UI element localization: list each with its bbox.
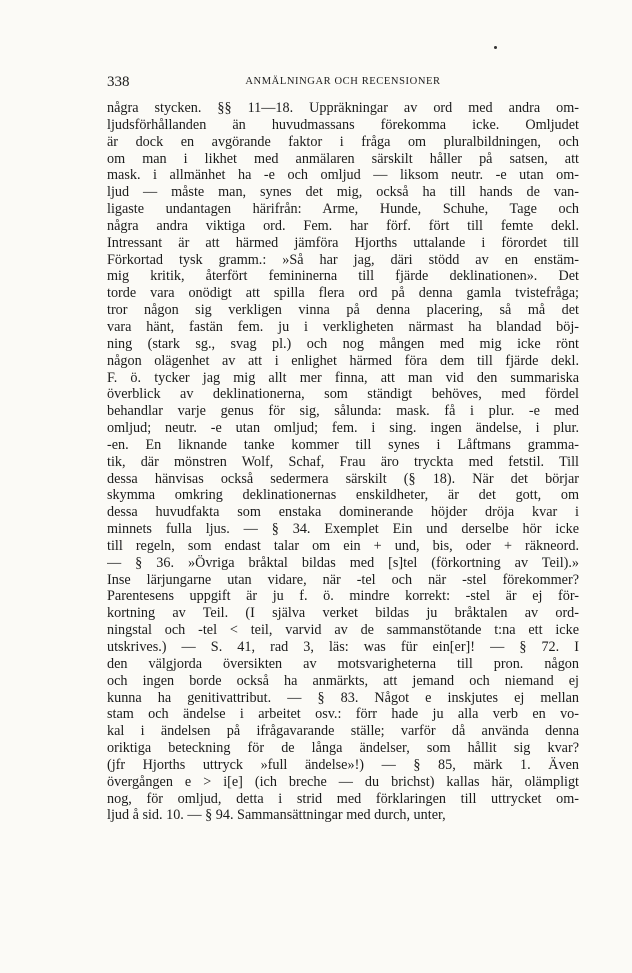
- text-line: någon olägenhet av att i enlighet härmed föra dem till fjärde dekl.: [107, 352, 579, 369]
- text-line: kal i ändelsen på ifrågavarande ställe; varför då använda denna: [107, 723, 579, 740]
- text-line: om man i likhet med anmälaren särskilt håller på satsen, att: [107, 150, 579, 167]
- text-line: F. ö. tycker jag mig allt mer finna, att man vid den summariska: [107, 369, 579, 386]
- text-line: Inse lärjungarne utan vidare, när -tel och när -stel förekommer?: [107, 571, 579, 588]
- ink-speck: [494, 46, 497, 49]
- text-line: Förkortad tysk gramm.: »Så har jag, däri stödd av en enstäm-: [107, 251, 579, 268]
- text-line: är dock en avgörande faktor i fråga om pluralbildningen, och: [107, 133, 579, 150]
- text-line: kortning av Teil. (I själva verket bildas ju bråktalen av ord-: [107, 605, 579, 622]
- page-number: 338: [107, 74, 130, 90]
- text-line: några stycken. §§ 11—18. Uppräkningar av ord med andra om-: [107, 100, 579, 116]
- text-line: den välgjorda översikten av motsvarigheterna till pron. någon: [107, 655, 579, 672]
- text-line: överblick av deklinationerna, som ständigt behöves, med fördel: [107, 386, 579, 403]
- text-line: nog, för omljud, detta i strid med förklaringen till uttrycket om-: [107, 790, 579, 807]
- text-line: utskrives.) — S. 41, rad 3, läs: was für ein[er]! — § 72. I: [107, 639, 579, 655]
- text-line: tik, där mönstren Wolf, Schaf, Frau äro tryckta med fetstil. Till: [107, 453, 579, 470]
- text-line: dessa huvudfakta som enstaka dominerande höjder dröja kvar i: [107, 504, 579, 521]
- text-line: -en. En liknande tanke kommer till synes i Låftmans gramma-: [107, 436, 579, 453]
- text-line: vara hänt, fastän fem. ju i verkligheten närmast ha blandad böj-: [107, 318, 579, 335]
- text-line: oriktiga beteckning för de långa ändelser, som hållit sig kvar?: [107, 740, 579, 757]
- text-line: mig kritik, återfört femininerna till fjärde deklinationen». Det: [107, 268, 579, 285]
- text-line: ning (stark sg., svag pl.) och nog mången med mig icke rönt: [107, 335, 579, 352]
- text-line: behandlar varje genus för sig, sålunda: mask. få i plur. -e med: [107, 403, 579, 420]
- text-line: ljudsförhållanden än huvudmassans förekomma icke. Omljudet: [107, 116, 579, 133]
- page-header: [107, 74, 579, 92]
- text-line: ljud å sid. 10. — § 94. Sammansättningar med durch, unter,: [107, 807, 446, 824]
- text-line: ljud — måste man, synes det mig, också ha till hands de van-: [107, 184, 579, 201]
- text-line: dessa hänvisas också sedermera särskilt (§ 18). När det börjar: [107, 470, 579, 487]
- text-line: och ingen borde också ha anmärkts, att jemand och niemand ej: [107, 672, 579, 689]
- text-line: tror någon sig verkligen vinna på denna placering, så må det: [107, 302, 579, 319]
- text-line: (jfr Hjorths uttryck »full ändelse»!) — § 85, märk 1. Även: [107, 756, 579, 773]
- text-line: ningstal och -tel < teil, varvid av de sammanstötande t:na ett icke: [107, 622, 579, 639]
- text-line: kunna ha genitivattribut. — § 83. Något e inskjutes ej mellan: [107, 689, 579, 706]
- text-line: ligaste undantagen härifrån: Arme, Hunde, Schuhe, Tage och: [107, 201, 579, 218]
- text-line: omljud; neutr. -e utan omljud; fem. i sing. ingen ändelse, i plur.: [107, 420, 579, 437]
- text-line: övergången e > i[e] (ich breche — du brichst) kallas här, olämpligt: [107, 773, 579, 790]
- text-line: minnets fulla ljus. — § 34. Exemplet Ein und derselbe hör icke: [107, 521, 579, 538]
- text-line: stam och ändelse i arbeitet osv.: förr hade ju alla verb en vo-: [107, 706, 579, 723]
- text-line: Intressant är att härmed jämföra Hjorths uttalande i förordet till: [107, 234, 579, 251]
- text-line: — § 36. »Övriga bråktal bildas med [s]tel (förkortning av Teil).»: [107, 554, 579, 571]
- text-line: torde vara onödigt att spilla flera ord på denna gamla tvistefråga;: [107, 285, 579, 302]
- text-line: mask. i allmänhet ha -e och omljud — liksom neutr. -e utan om-: [107, 167, 579, 184]
- body-text: [107, 100, 579, 824]
- text-line: Parentesens uppgift är ju f. ö. mindre korrekt: -stel är ej för-: [107, 588, 579, 605]
- running-head: ANMÄLNINGAR OCH RECENSIONER: [245, 76, 441, 87]
- text-line: till regeln, som endast talar om ein + und, bis, oder + räkneord.: [107, 537, 579, 554]
- text-line: några andra viktiga ord. Fem. har förf. fört till femte dekl.: [107, 217, 579, 234]
- text-line: skymma omkring deklinationernas enskildheter, är det gott, om: [107, 487, 579, 504]
